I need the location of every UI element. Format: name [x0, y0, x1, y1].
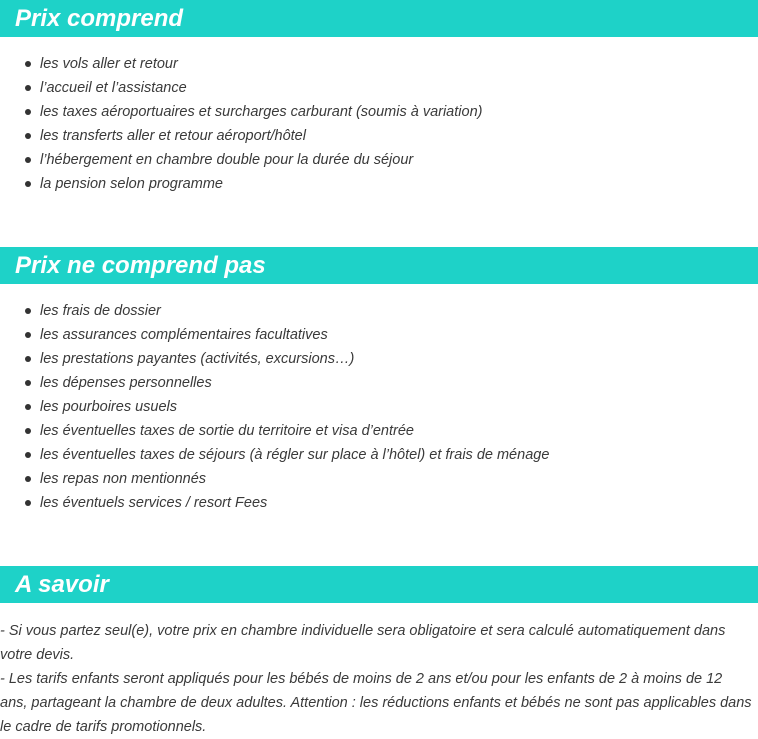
list-item-label: les repas non mentionnés [40, 471, 207, 487]
bullet-icon [25, 308, 31, 314]
list-item [0, 100, 482, 124]
list-item-label: les dépenses personnelles [40, 375, 212, 391]
bullet-icon [25, 109, 31, 115]
section-title: Prix ne comprend pas [15, 252, 266, 279]
list-item-label: les taxes aéroportuaires et surcharges carburant (soumis à variation) [40, 104, 483, 120]
bullet-icon [25, 404, 31, 410]
list-item-label: les pourboires usuels [40, 399, 178, 415]
bullet-icon [25, 356, 31, 362]
list-item [0, 419, 549, 443]
bullet-icon [25, 476, 31, 482]
list-item-label: les assurances complémentaires facultatives [40, 327, 328, 343]
section-title: Prix comprend [15, 5, 184, 32]
list-item-label: les éventuels services / resort Fees [40, 495, 268, 511]
note-child-rates: - Les tarifs enfants seront appliqués pour les bébés de moins de 2 ans et/ou pour les enfants de 2 à moins de 12 ans, partageant la chambre de deux adultes. Attention : les réductions enfants et bébés ne sont pas applicables dans le cadre de tarifs promotionnels. [0, 671, 752, 735]
bullet-icon [25, 452, 31, 458]
section-header-a-savoir [0, 566, 758, 603]
list-item [0, 395, 549, 419]
list-item [0, 323, 549, 347]
list-item-label: l’hébergement en chambre double pour la durée du séjour [40, 152, 414, 168]
note-single-traveller: - Si vous partez seul(e), votre prix en chambre individuelle sera obligatoire et sera calculé automatiquement dans votre devis. [0, 623, 726, 663]
section-header-prix-ne-comprend-pas [0, 247, 758, 284]
list-item-label: les éventuelles taxes de sortie du territoire et visa d’entrée [40, 423, 414, 439]
list-item-label: l’accueil et l’assistance [40, 80, 187, 96]
bullet-icon [25, 428, 31, 434]
bullet-icon [25, 181, 31, 187]
bullet-icon [25, 332, 31, 338]
list-item [0, 371, 549, 395]
list-item [0, 52, 482, 76]
list-item [0, 347, 549, 371]
list-item [0, 467, 549, 491]
list-item-label: les vols aller et retour [40, 56, 178, 72]
bullet-icon [25, 500, 31, 506]
list-item-label: les transferts aller et retour aéroport/hôtel [40, 128, 306, 144]
included-list [0, 52, 482, 196]
list-item-label: les prestations payantes (activités, excursions…) [40, 351, 355, 367]
list-item [0, 491, 549, 515]
section-header-prix-comprend [0, 0, 758, 37]
section-title: A savoir [15, 571, 109, 598]
list-item-label: les frais de dossier [40, 303, 161, 319]
list-item [0, 172, 482, 196]
excluded-list [0, 299, 549, 515]
list-item-label: la pension selon programme [40, 176, 223, 192]
list-item [0, 76, 482, 100]
list-item [0, 299, 549, 323]
bullet-icon [25, 157, 31, 163]
bullet-icon [25, 61, 31, 67]
bullet-icon [25, 85, 31, 91]
list-item [0, 443, 549, 467]
bullet-icon [25, 380, 31, 386]
list-item [0, 148, 482, 172]
list-item-label: les éventuelles taxes de séjours (à régler sur place à l’hôtel) et frais de ménage [40, 447, 550, 463]
bullet-icon [25, 133, 31, 139]
list-item [0, 124, 482, 148]
